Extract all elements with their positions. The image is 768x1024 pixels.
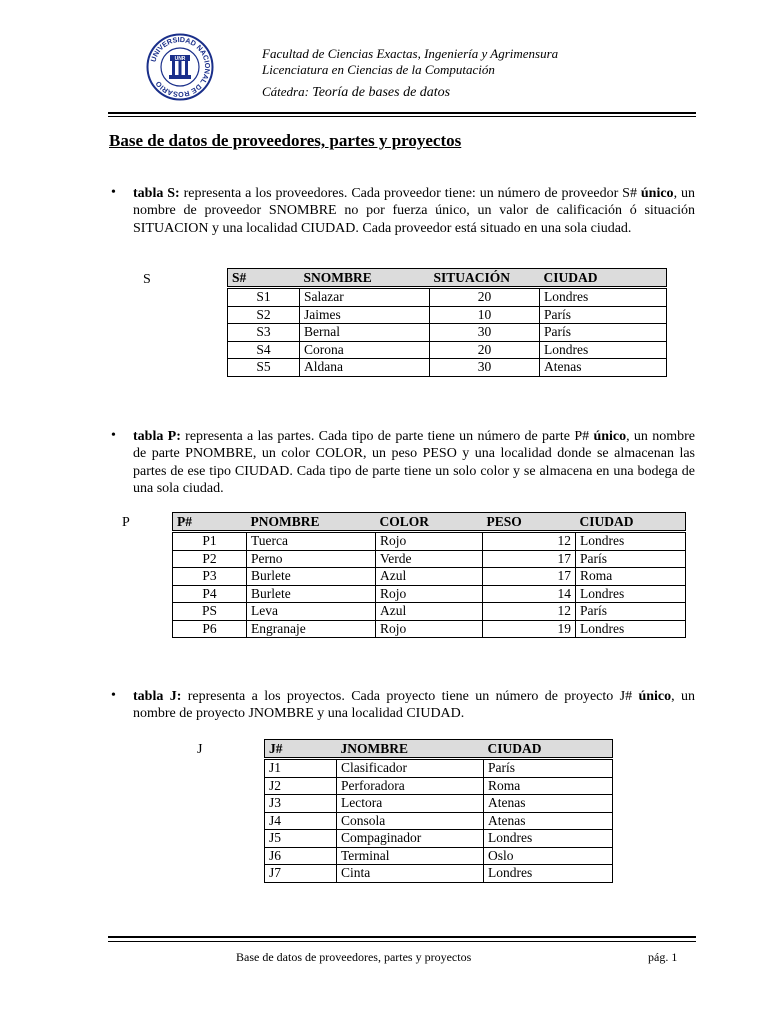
table-row — [228, 288, 667, 307]
table-s-cell: París — [540, 306, 667, 324]
table-p-label: P — [122, 515, 130, 530]
table-j-cell: J4 — [265, 812, 337, 830]
table-p-header-cell: PNOMBRE — [247, 513, 376, 532]
table-row — [173, 550, 686, 568]
table-s-cell: S1 — [228, 288, 300, 307]
table-j-label: J — [197, 742, 203, 757]
table-p — [172, 512, 686, 638]
svg-text:UNIVERSIDAD NACIONAL DE ROSARI: UNIVERSIDAD NACIONAL DE ROSARIO — [148, 34, 213, 100]
table-p-cell: P1 — [173, 532, 247, 551]
table-s-header-cell: S# — [228, 269, 300, 288]
table-s — [227, 268, 667, 377]
table-p-header-cell: P# — [173, 513, 247, 532]
table-p-cell: Perno — [247, 550, 376, 568]
table-row — [265, 847, 613, 865]
table-j-cell: Lectora — [337, 795, 484, 813]
table-j-cell: Clasificador — [337, 759, 484, 778]
table-j-cell: J5 — [265, 830, 337, 848]
catedra-name: Teoría de bases de datos — [312, 85, 451, 100]
table-row — [173, 532, 686, 551]
table-p-cell: 17 — [483, 568, 576, 586]
table-j-cell: Roma — [484, 777, 613, 795]
table-j-cell: Atenas — [484, 812, 613, 830]
table-p-header-row — [173, 513, 686, 532]
table-j-cell: París — [484, 759, 613, 778]
paragraph-table-j: tabla J: representa a los proyectos. Cada proyecto tiene un número de proyecto J# único, un nombre de proyecto JNOMBRE y una localidad CIUDAD. — [133, 689, 696, 722]
table-s-cell: S2 — [228, 306, 300, 324]
table-p-cell: Rojo — [376, 585, 483, 603]
table-p-cell: Tuerca — [247, 532, 376, 551]
table-p-cell: Leva — [247, 603, 376, 621]
table-s-cell: S3 — [228, 324, 300, 342]
table-s-cell: 10 — [430, 306, 540, 324]
bullet-icon: • — [111, 428, 116, 443]
table-j-cell: Atenas — [484, 795, 613, 813]
table-row — [228, 324, 667, 342]
footer-rule-thin — [108, 941, 696, 942]
table-s-cell: Londres — [540, 341, 667, 359]
catedra-label: Cátedra: — [262, 84, 309, 99]
table-j-cell: J6 — [265, 847, 337, 865]
table-p-cell: Londres — [576, 585, 686, 603]
table-p-header-cell: COLOR — [376, 513, 483, 532]
table-p-cell: 14 — [483, 585, 576, 603]
table-s-cell: Bernal — [300, 324, 430, 342]
bullet-icon: • — [111, 185, 116, 200]
table-j-cell: J7 — [265, 865, 337, 883]
table-row — [265, 812, 613, 830]
table-j-cell: Consola — [337, 812, 484, 830]
table-p-cell: 12 — [483, 532, 576, 551]
table-j — [264, 739, 613, 883]
table-p-cell: P6 — [173, 620, 247, 638]
table-j-cell: Londres — [484, 865, 613, 883]
table-p-cell: París — [576, 550, 686, 568]
table-s-cell: 30 — [430, 359, 540, 377]
table-p-header-cell: CIUDAD — [576, 513, 686, 532]
table-row — [228, 306, 667, 324]
table-s-header-cell: CIUDAD — [540, 269, 667, 288]
table-j-cell: Londres — [484, 830, 613, 848]
table-j-cell: Oslo — [484, 847, 613, 865]
table-p-cell: Azul — [376, 568, 483, 586]
paragraph-table-s: tabla S: representa a los proveedores. Cada proveedor tiene: un número de proveedor S# único, un nombre de proveedor SNOMBRE no por fuerza único, un valor de calificación ó situación SITUACION y una localidad CIUDAD. Cada proveedor está situado en una sola ciudad. — [133, 186, 695, 236]
table-p-cell: Azul — [376, 603, 483, 621]
table-j-cell: J2 — [265, 777, 337, 795]
table-row — [265, 865, 613, 883]
table-s-cell: París — [540, 324, 667, 342]
program-name: Licenciatura en Ciencias de la Computación — [262, 62, 495, 77]
table-row — [265, 795, 613, 813]
table-j-header-cell: CIUDAD — [484, 740, 613, 759]
table-row — [265, 759, 613, 778]
table-s-header-cell: SNOMBRE — [300, 269, 430, 288]
table-p-cell: Burlete — [247, 585, 376, 603]
table-row — [173, 568, 686, 586]
table-p-cell: Rojo — [376, 532, 483, 551]
table-s-cell: 20 — [430, 288, 540, 307]
table-s-cell: 20 — [430, 341, 540, 359]
table-row — [228, 359, 667, 377]
table-j-cell: Compaginador — [337, 830, 484, 848]
bullet-icon: • — [111, 688, 116, 703]
paragraph-table-p: tabla P: representa a las partes. Cada tipo de parte tiene un número de parte P# único, un nombre de parte PNOMBRE, un color COLOR, un peso PESO y una localidad donde se almacenan las partes de ese tipo CIUDAD. Cada tipo de parte tiene un solo color y se almacena en una bodega de una sola ciudad. — [133, 429, 696, 496]
table-s-cell: Salazar — [300, 288, 430, 307]
table-s-header-cell: SITUACIÓN — [430, 269, 540, 288]
table-s-cell: Jaimes — [300, 306, 430, 324]
svg-text:UNR: UNR — [174, 56, 186, 62]
table-s-cell: Atenas — [540, 359, 667, 377]
table-j-cell: J3 — [265, 795, 337, 813]
table-s-label: S — [143, 272, 151, 287]
table-j-cell: J1 — [265, 759, 337, 778]
table-p-cell: Burlete — [247, 568, 376, 586]
footer-title: Base de datos de proveedores, partes y proyectos — [236, 950, 472, 964]
catedra-line — [262, 84, 450, 101]
table-s-cell: S4 — [228, 341, 300, 359]
table-j-header-cell: J# — [265, 740, 337, 759]
footer-page-number: pág. 1 — [648, 950, 678, 964]
table-p-cell: Londres — [576, 620, 686, 638]
table-p-cell: P3 — [173, 568, 247, 586]
table-j-header-cell: JNOMBRE — [337, 740, 484, 759]
page-title: Base de datos de proveedores, partes y proyectos — [109, 131, 462, 150]
table-j-cell: Cinta — [337, 865, 484, 883]
table-row — [173, 603, 686, 621]
table-p-cell: París — [576, 603, 686, 621]
table-p-cell: 17 — [483, 550, 576, 568]
university-seal-logo — [146, 33, 214, 101]
table-row — [228, 341, 667, 359]
table-s-cell: S5 — [228, 359, 300, 377]
table-j-header-row — [265, 740, 613, 759]
table-s-cell: Londres — [540, 288, 667, 307]
table-p-header-cell: PESO — [483, 513, 576, 532]
table-row — [265, 830, 613, 848]
table-p-cell: 12 — [483, 603, 576, 621]
table-p-cell: PS — [173, 603, 247, 621]
table-s-header-row — [228, 269, 667, 288]
table-s-cell: Corona — [300, 341, 430, 359]
table-p-cell: Roma — [576, 568, 686, 586]
table-j-cell: Terminal — [337, 847, 484, 865]
table-row — [173, 585, 686, 603]
table-p-cell: 19 — [483, 620, 576, 638]
table-p-cell: Engranaje — [247, 620, 376, 638]
faculty-name: Facultad de Ciencias Exactas, Ingeniería y Agrimensura — [262, 46, 559, 61]
table-s-cell: 30 — [430, 324, 540, 342]
header-rule-thin — [108, 116, 696, 117]
table-row — [173, 620, 686, 638]
footer-rule-thick — [108, 936, 696, 938]
table-j-cell: Perforadora — [337, 777, 484, 795]
table-p-cell: P4 — [173, 585, 247, 603]
table-s-cell: Aldana — [300, 359, 430, 377]
table-p-cell: P2 — [173, 550, 247, 568]
table-p-cell: Londres — [576, 532, 686, 551]
header-rule-thick — [108, 112, 696, 114]
table-row — [265, 777, 613, 795]
table-p-cell: Verde — [376, 550, 483, 568]
table-p-cell: Rojo — [376, 620, 483, 638]
